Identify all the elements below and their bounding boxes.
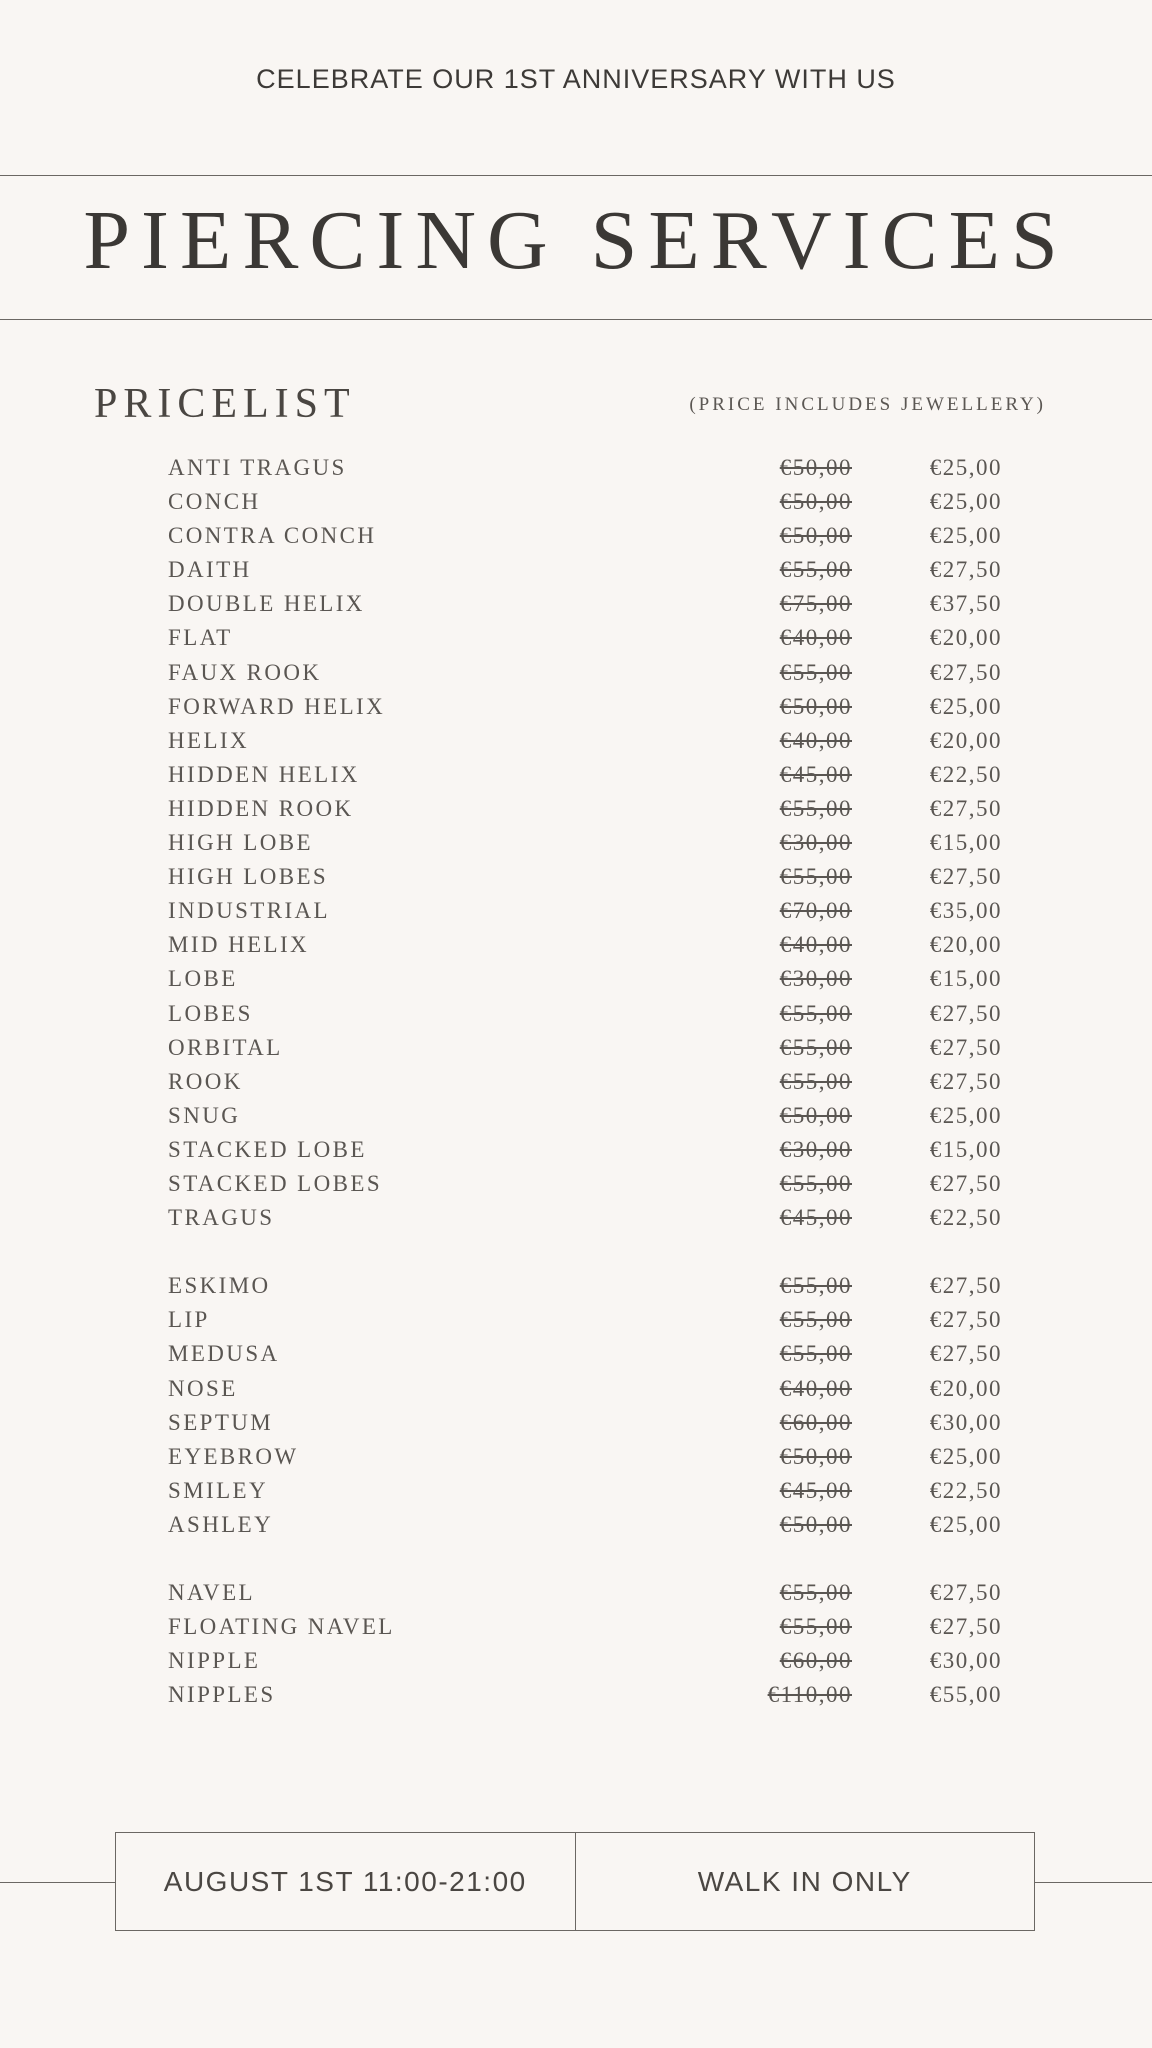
original-price: €55,00 (779, 659, 852, 685)
original-price: €60,00 (779, 1648, 852, 1674)
original-price: €55,00 (779, 1000, 852, 1026)
price-row (0, 1372, 1152, 1406)
price-row (0, 1576, 1152, 1610)
price-row (0, 451, 1152, 485)
price-row (0, 587, 1152, 621)
service-name: MID HELIX (168, 932, 310, 958)
jewellery-note: (PRICE INCLUDES JEWELLERY) (689, 394, 1046, 415)
price-row (0, 860, 1152, 894)
original-price: €55,00 (779, 557, 852, 583)
price-row (0, 1167, 1152, 1201)
original-price: €50,00 (779, 693, 852, 719)
price-row (0, 928, 1152, 962)
discount-price: €27,50 (929, 1614, 1002, 1640)
discount-price: €27,50 (929, 1341, 1002, 1367)
pricelist-heading: PRICELIST (94, 381, 356, 427)
discount-price: €37,50 (929, 591, 1002, 617)
service-name: ESKIMO (168, 1273, 271, 1299)
service-name: SMILEY (168, 1477, 269, 1503)
original-price: €50,00 (779, 489, 852, 515)
discount-price: €20,00 (929, 932, 1002, 958)
service-name: NIPPLES (168, 1682, 276, 1708)
price-row (0, 1406, 1152, 1440)
original-price: €55,00 (779, 795, 852, 821)
original-price: €75,00 (779, 591, 852, 617)
original-price: €40,00 (779, 727, 852, 753)
original-price: €55,00 (779, 1341, 852, 1367)
price-row (0, 758, 1152, 792)
price-row (0, 1508, 1152, 1542)
discount-price: €25,00 (929, 1443, 1002, 1469)
service-name: ANTI TRAGUS (168, 455, 347, 480)
service-name: HIGH LOBES (168, 864, 329, 890)
discount-price: €27,50 (929, 1170, 1002, 1196)
price-row (0, 1337, 1152, 1371)
discount-price: €25,00 (929, 693, 1002, 719)
discount-price: €27,50 (929, 1034, 1002, 1060)
original-price: €30,00 (779, 830, 852, 856)
service-name: HIDDEN HELIX (168, 761, 360, 787)
service-name: DOUBLE HELIX (168, 591, 365, 617)
discount-price: €35,00 (929, 898, 1002, 924)
discount-price: €20,00 (929, 625, 1002, 651)
discount-price: €15,00 (929, 830, 1002, 856)
price-row (0, 1031, 1152, 1065)
service-name: CONCH (168, 489, 261, 515)
original-price: €45,00 (779, 1205, 852, 1231)
original-price: €60,00 (779, 1409, 852, 1435)
title-divider (0, 319, 1152, 320)
original-price: €40,00 (779, 1375, 852, 1401)
service-name: STACKED LOBES (168, 1170, 383, 1196)
price-row (0, 553, 1152, 587)
original-price: €110,00 (767, 1682, 852, 1708)
service-name: CONTRA CONCH (168, 523, 377, 549)
price-row (0, 1133, 1152, 1167)
price-row (0, 1269, 1152, 1303)
discount-price: €27,50 (929, 1068, 1002, 1094)
original-price: €45,00 (779, 1477, 852, 1503)
service-name: NOSE (168, 1375, 238, 1401)
discount-price: €22,50 (929, 1477, 1002, 1503)
discount-price: €27,50 (929, 659, 1002, 685)
service-name: INDUSTRIAL (168, 898, 330, 924)
service-name: LOBES (168, 1000, 253, 1026)
price-row (0, 656, 1152, 690)
discount-price: €27,50 (929, 1580, 1002, 1606)
service-name: TRAGUS (168, 1205, 275, 1231)
price-row (0, 1474, 1152, 1508)
original-price: €50,00 (779, 455, 852, 480)
discount-price: €27,50 (929, 1000, 1002, 1026)
original-price: €70,00 (779, 898, 852, 924)
footer-line-right (1035, 1882, 1152, 1883)
service-name: MEDUSA (168, 1341, 280, 1367)
top-divider (0, 175, 1152, 176)
original-price: €45,00 (779, 761, 852, 787)
group-spacer (0, 1235, 1152, 1269)
price-row (0, 519, 1152, 553)
original-price: €55,00 (779, 1614, 852, 1640)
price-row (0, 724, 1152, 758)
price-row (0, 1644, 1152, 1678)
walk-in-notice: WALK IN ONLY (575, 1833, 1035, 1930)
price-row (0, 621, 1152, 655)
discount-price: €20,00 (929, 1375, 1002, 1401)
price-row (0, 1065, 1152, 1099)
discount-price: €22,50 (929, 761, 1002, 787)
discount-price: €30,00 (929, 1409, 1002, 1435)
price-row (0, 826, 1152, 860)
discount-price: €27,50 (929, 557, 1002, 583)
original-price: €30,00 (779, 1136, 852, 1162)
original-price: €40,00 (779, 932, 852, 958)
original-price: €50,00 (779, 523, 852, 549)
original-price: €55,00 (779, 1034, 852, 1060)
discount-price: €15,00 (929, 966, 1002, 992)
original-price: €55,00 (779, 1580, 852, 1606)
discount-price: €27,50 (929, 795, 1002, 821)
discount-price: €25,00 (929, 1511, 1002, 1537)
service-name: HELIX (168, 727, 249, 753)
service-name: FLAT (168, 625, 233, 651)
price-row (0, 894, 1152, 928)
event-date: AUGUST 1ST 11:00-21:00 (163, 1865, 527, 1897)
price-row (0, 1099, 1152, 1133)
original-price: €50,00 (779, 1102, 852, 1128)
original-price: €40,00 (779, 625, 852, 651)
price-row (0, 690, 1152, 724)
discount-price: €27,50 (929, 1273, 1002, 1299)
price-row (0, 1440, 1152, 1474)
price-row (0, 792, 1152, 826)
service-name: FAUX ROOK (168, 659, 322, 685)
footer-box (115, 1832, 1035, 1931)
discount-price: €55,00 (929, 1682, 1002, 1708)
service-name: HIGH LOBE (168, 830, 313, 856)
footer-line-left (0, 1882, 115, 1883)
discount-price: €25,00 (929, 489, 1002, 515)
page-title: PIERCING SERVICES (83, 194, 1069, 287)
price-row (0, 997, 1152, 1031)
price-row (0, 1201, 1152, 1235)
service-name: LOBE (168, 966, 238, 992)
service-name: STACKED LOBE (168, 1136, 367, 1162)
original-price: €55,00 (779, 1170, 852, 1196)
service-name: HIDDEN ROOK (168, 795, 354, 821)
price-row (0, 485, 1152, 519)
service-name: SEPTUM (168, 1409, 274, 1435)
service-name: LIP (168, 1307, 210, 1333)
service-name: ROOK (168, 1068, 243, 1094)
original-price: €30,00 (779, 966, 852, 992)
discount-price: €25,00 (929, 455, 1002, 480)
price-row (0, 1678, 1152, 1712)
service-name: ORBITAL (168, 1034, 283, 1060)
discount-price: €27,50 (929, 864, 1002, 890)
service-name: NIPPLE (168, 1648, 261, 1674)
original-price: €50,00 (779, 1511, 852, 1537)
service-name: DAITH (168, 557, 252, 583)
price-list (0, 451, 1152, 1712)
price-row (0, 1303, 1152, 1337)
discount-price: €22,50 (929, 1205, 1002, 1231)
price-row (0, 962, 1152, 996)
original-price: €55,00 (779, 1307, 852, 1333)
service-name: ASHLEY (168, 1511, 274, 1537)
original-price: €50,00 (779, 1443, 852, 1469)
discount-price: €30,00 (929, 1648, 1002, 1674)
service-name: SNUG (168, 1102, 241, 1128)
discount-price: €27,50 (929, 1307, 1002, 1333)
discount-price: €25,00 (929, 1102, 1002, 1128)
original-price: €55,00 (779, 1273, 852, 1299)
discount-price: €25,00 (929, 523, 1002, 549)
price-row (0, 1610, 1152, 1644)
service-name: EYEBROW (168, 1443, 299, 1469)
original-price: €55,00 (779, 864, 852, 890)
anniversary-tagline: CELEBRATE OUR 1ST ANNIVERSARY WITH US (256, 64, 896, 94)
service-name: FLOATING NAVEL (168, 1614, 395, 1640)
discount-price: €20,00 (929, 727, 1002, 753)
service-name: FORWARD HELIX (168, 693, 386, 719)
original-price: €55,00 (779, 1068, 852, 1094)
group-spacer (0, 1542, 1152, 1576)
discount-price: €15,00 (929, 1136, 1002, 1162)
service-name: NAVEL (168, 1580, 255, 1606)
